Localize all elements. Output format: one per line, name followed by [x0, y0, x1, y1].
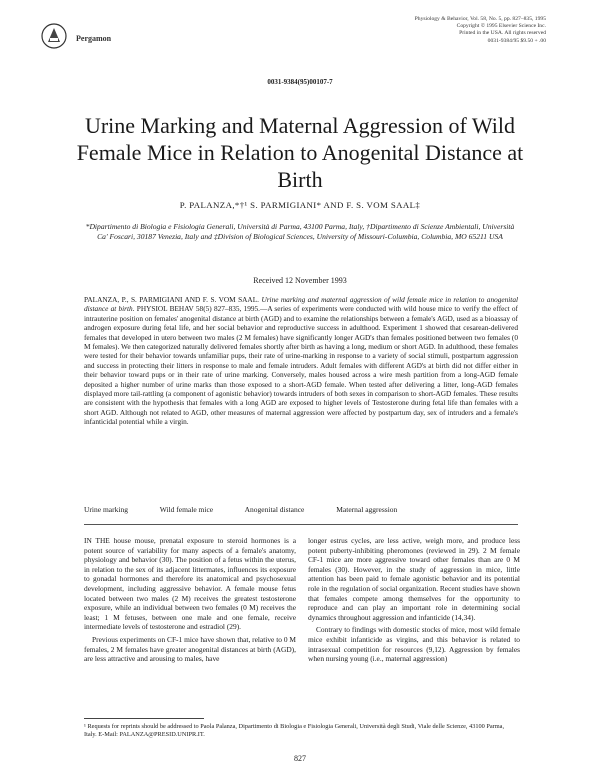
- body-paragraph: Previous experiments on CF-1 mice have shown that, relative to 0 M females, 2 M females have greater anogenital distances at birth (AGD), are less attractive and arousing to males, have: [84, 634, 296, 664]
- abstract-citation-authors: PALANZA, P., S. PARMIGIANI AND F. S. VOM SAAL.: [84, 295, 259, 304]
- body-column-right: [308, 536, 520, 667]
- publisher-name: Pergamon: [76, 34, 112, 43]
- section-divider: [84, 524, 518, 525]
- page-number: 827: [294, 754, 306, 763]
- doi: 0031-9384(95)00107-7: [267, 78, 333, 86]
- body-paragraph: IN THE house mouse, prenatal exposure to steroid hormones is a potent source of variability for many aspects of a female's anatomy, physiology and behavior (30). The position of a fetus within the uterus, in relation to the sex of its adjacent littermates, influences its exposure to gonadal hormones and therefore its anatomical and psychosexual development, including aggressive behavior. A female mouse fetus located between two males (2 M) receives the greatest testosterone exposure, while an individual between two females (0 M) receives the least; 1 M fetuses, between one male and one female, receive intermediate levels of testosterone and estradiol (29).: [84, 536, 296, 632]
- pergamon-logo-icon: [40, 22, 68, 50]
- footnote: ¹ Requests for reprints should be addressed to Paola Palanza, Dipartimento di Biologia e Fisiologia Generali, Università degli Studi, Viale delle Scienze, 43100 Parma, Italy. E-Mail: PALANZA@PRESID.UNIPR.IT.: [84, 723, 505, 738]
- publisher-logo-block: [40, 18, 150, 58]
- abstract: [84, 295, 518, 427]
- body-paragraph: Contrary to findings with domestic stocks of mice, most wild female mice exhibit infanticide as virgins, and this behavior is related to intrasexual competition for resources (9,12). Aggression by females when nursing young (i.e., maternal aggression): [308, 625, 520, 664]
- printed-line: Printed in the USA. All rights reserved: [459, 30, 546, 37]
- authors: P. PALANZA,*†¹ S. PARMIGIANI* AND F. S. VOM SAAL‡: [179, 200, 421, 210]
- journal-info: [326, 16, 546, 45]
- issn-line: 0031-9384/95 $9.50 + .00: [487, 37, 546, 44]
- received-date: Received 12 November 1993: [253, 276, 347, 285]
- abstract-body: —A series of experiments were conducted with wild house mice to verify the effect of intrauterine position on females' anogenital distance at birth (AGD) and to examine the relationships between a female's AGD, used as a bioassay of androgen exposure during fetal life, and her social behavior and reproductive success in adulthood. Experiment 1 showed that cesarean-delivered females that developed in utero between two males (2 M females) have significantly longer AGD's than females positioned between two females (0 M females). We then categorized naturally delivered females shortly after birth as having a long, medium or short AGD. In adulthood, these females were tested for their behavior towards unfamiliar pups, their rate of urine-marking in response to a variety of social stimuli, postpartum aggression and success in protecting their litters in response to male and female intruders. Adult females with different AGD's at birth did not differ either in their behavior toward pups or in their rate of urine marking. Conversely, males housed across a wire mesh partition from a long-AGD female deposited a higher number of urine marks than those exposed to a short-AGD female. When tested after delivering a litter, long-AGD females displayed more tail-rattling (a component of agonistic behavior) towards intruders of both sexes in comparison to short-AGD females. These results are consistent with the hypothesis that females with a long AGD are exposed to higher levels of Testosterone during fetal life than females with a short AGD. Although not related to AGD, other measures of maternal aggression were affected by postpartum day, sex of intruders and a female's infanticidal potential while a virgin.: [84, 304, 518, 427]
- affiliations: *Dipartimento di Biologia e Fisiologia Generali, Università di Parma, 43100 Parma, Italy, †Dipartimento di Scienze Ambientali, Università Ca' Foscari, 30187 Venezia, Italy and ‡Division of Biological Sciences, University of Missouri-Columbia, Columbia, MO 65211 USA: [85, 222, 515, 241]
- body-paragraph: longer estrus cycles, are less active, weigh more, and produce less potent puberty-inhibiting pheromones (reviewed in 29). 2 M female CF-1 mice are more aggressive toward other females than are 0 M females (30). However, in the study of aggression in mice, little attention has been paid to female agonistic behavior and its potential role in the regulation of social organization. Recent studies have shown that females compete among themselves for the opportunity to reproduce and can play an important role in determining social dynamics throughout aggression and infanticide (14,34).: [308, 536, 520, 622]
- keyword: Wild female mice: [159, 505, 214, 514]
- body-column-left: [84, 536, 296, 667]
- keyword: Anogenital distance: [244, 505, 305, 514]
- keyword: Urine marking: [84, 505, 128, 514]
- abstract-citation-title: Urine marking and maternal aggression of wild female mice in relation to anogenital distance at birth.: [84, 295, 519, 314]
- copyright-line: Copyright © 1995 Elsevier Science Inc.: [456, 23, 546, 30]
- keywords: [84, 505, 518, 514]
- journal-citation-line: Physiology & Behavior, Vol. 58, No. 5, pp. 827–835, 1995: [414, 16, 546, 22]
- keyword: Maternal aggression: [336, 505, 398, 514]
- article-title: Urine Marking and Maternal Aggression of Wild Female Mice in Relation to Anogenital Distance at Birth: [76, 113, 524, 192]
- abstract-citation-journal: PHYSIOL BEHAV 58(5) 827–835, 1995.: [136, 304, 261, 314]
- footnote-rule: [84, 718, 204, 719]
